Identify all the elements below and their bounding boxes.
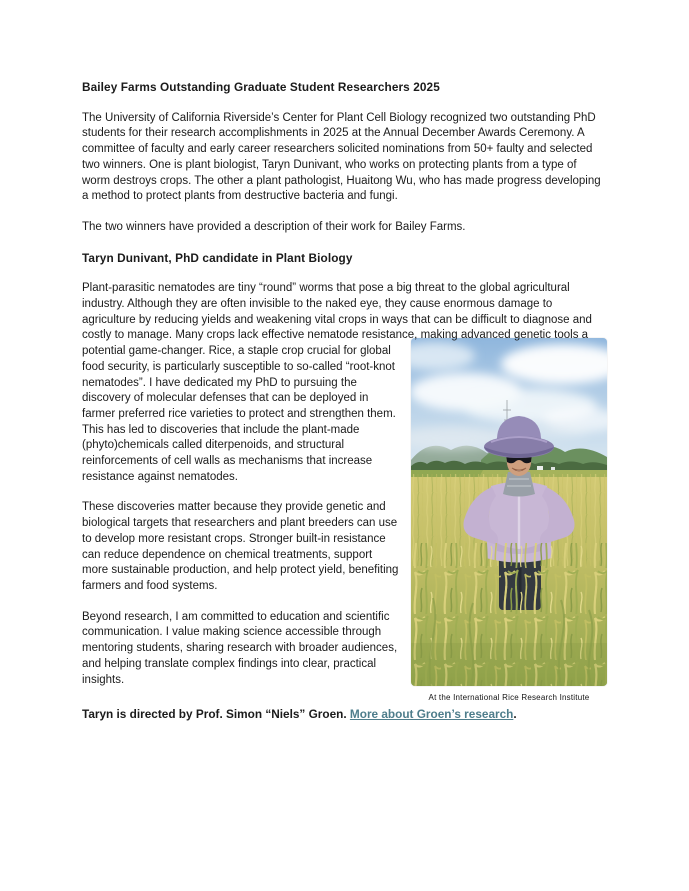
discoveries-paragraph: These discoveries matter because they provide genetic and biological targets that researchers and plant breeders can use to develop more resistant crops. Stronger built-in resistance can reduce dependence on chemical treatments, support more sustainable production, and help protect yield, benefiting farmers and food systems. <box>82 501 399 592</box>
winners-note-paragraph: The two winners have provided a description of their work for Bailey Farms. <box>82 220 466 233</box>
intro-paragraph: The University of California Riverside’s Center for Plant Cell Biology recognized two outstanding PhD students for their research accomplishments in 2025 at the Annual December Awards Ceremony. A committee of faculty and early career researchers solicited nominations from 50+ faulty and selected two winners. One is plant biologist, Taryn Dunivant, who works on protecting plants from a type of worm destroys crops. The other a plant pathologist, Huaitong Wu, who has made progress developing a method to protect plants from destructive bacteria and fungi. <box>82 111 601 203</box>
advisor-line <box>82 707 607 723</box>
rice-field-photo <box>411 338 607 686</box>
paragraph-text-after-photo: crucial for global food security, is particularly susceptible to so-called “root-knot nematodes”. I have dedicated my PhD to pursuing the discovery of molecular defenses that can be deployed in farmer preferred rice varieties to protect and strengthen them. This has led to discoveries that include the plant-made (phyto)chemicals called diterpenoids, and structural reinforcements of cell walls as mechanisms that increase resistance against nematodes. <box>82 345 396 483</box>
section-heading-taryn: Taryn Dunivant, PhD candidate in Plant Biology <box>82 250 353 265</box>
field-photo-figure <box>411 338 607 703</box>
groen-research-link[interactable]: More about Groen’s research <box>349 707 514 722</box>
paragraph-text-before-photo: Plant-parasitic nematodes are tiny “round” worms that pose a big threat to the global agricultural industry. Although they are often invisible to the naked eye, they cause enormous damage to agriculture by reducing yields and weakening vital crops in ways that can be difficult to diagnose and costly to manage. Many crops lack effective nematode resistance, making advanced genetic tools a potential game-changer. Rice, a staple crop <box>82 282 592 358</box>
photo-caption: At the International Rice Research Institute <box>428 693 590 703</box>
outreach-paragraph: Beyond research, I am committed to education and scientific communication. I value making science accessible through mentoring students, sharing research with broader audiences, and helping translate complex findings into clear, practical insights. <box>82 610 398 686</box>
rice-field-photo-illustration <box>411 338 607 686</box>
advisor-text: Taryn is directed by Prof. Simon “Niels” Groen. <box>82 707 350 722</box>
article <box>82 80 607 723</box>
foreground-rice <box>411 543 607 686</box>
document-title: Bailey Farms Outstanding Graduate Student Researchers 2025 <box>82 80 440 94</box>
advisor-period: . <box>513 707 517 722</box>
